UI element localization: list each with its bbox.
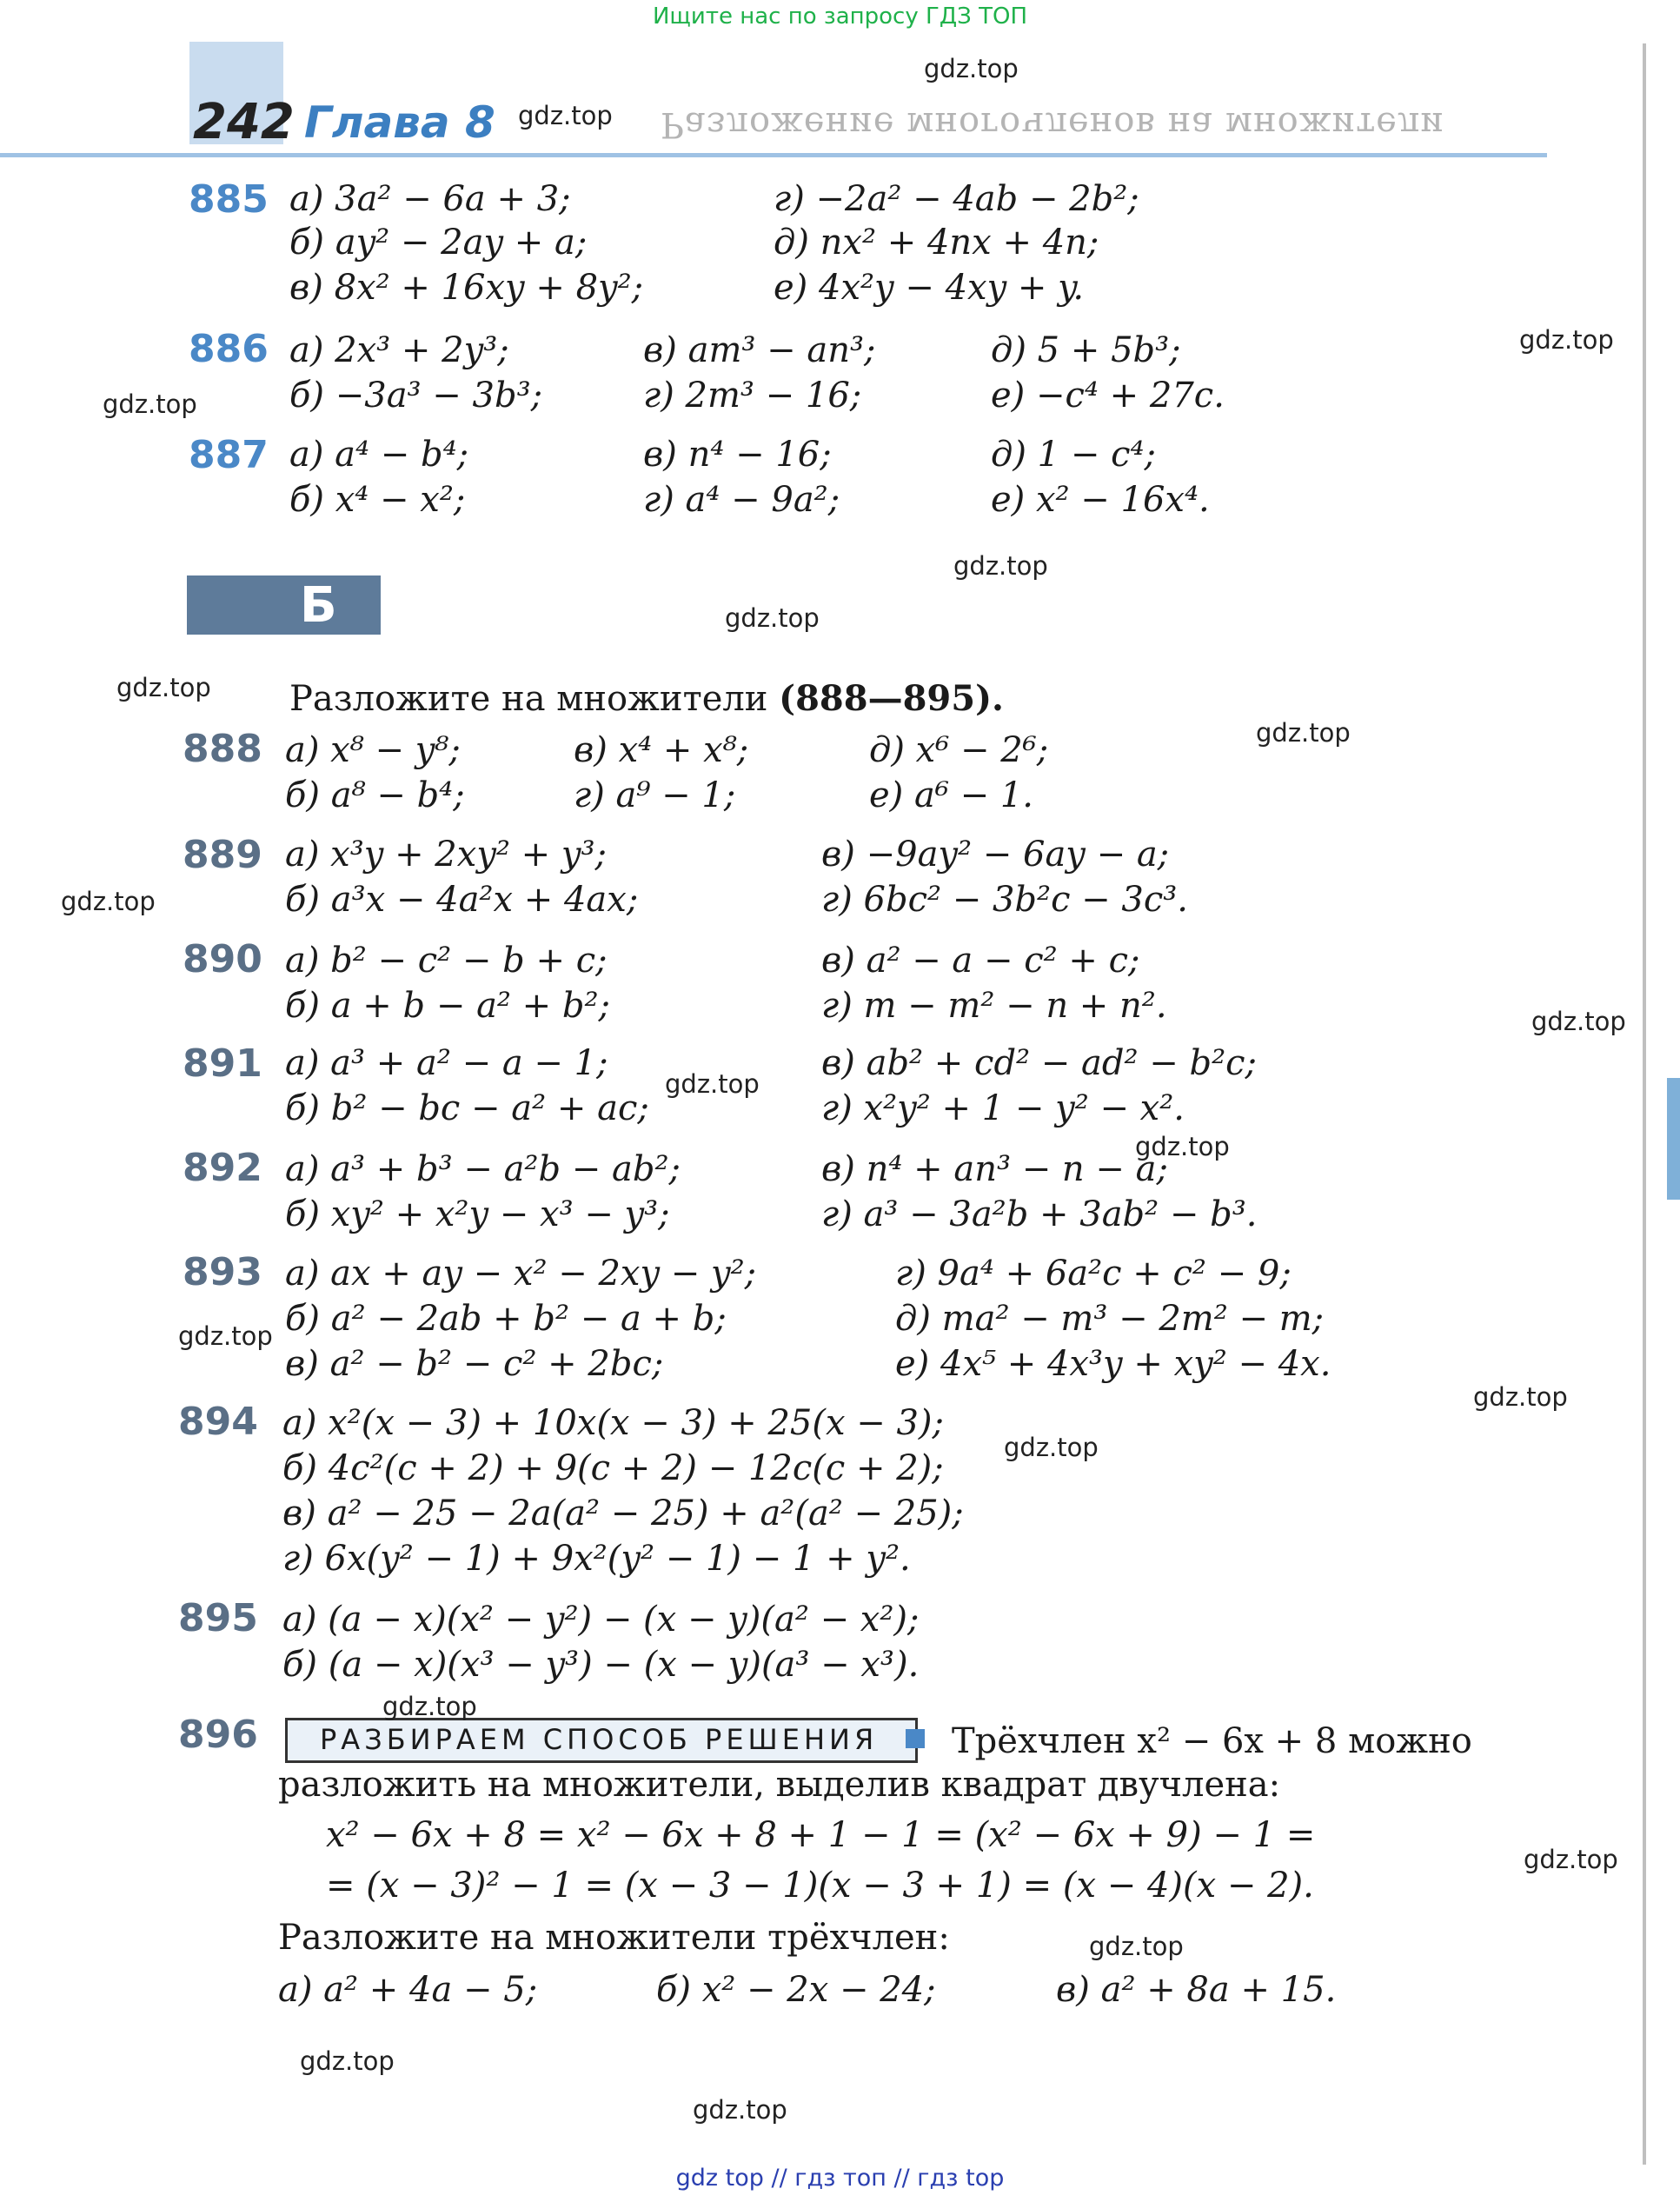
watermark: gdz.top xyxy=(518,101,613,130)
exercise-item: а) b² − c² − b + c; xyxy=(285,941,608,981)
exercise-item: б) xy² + x²y − x³ − y³; xyxy=(285,1194,670,1234)
watermark: gdz.top xyxy=(1004,1433,1099,1462)
exercise-item: г) 6bc² − 3b²c − 3c³. xyxy=(821,880,1189,920)
equation: = (x − 3)² − 1 = (x − 3 − 1)(x − 3 + 1) = (x − 4)(x − 2). xyxy=(326,1866,1314,1906)
exercise-number: 891 xyxy=(183,1041,262,1086)
method-box-title: РАЗБИРАЕМ СПОСОБ РЕШЕНИЯ xyxy=(320,1723,879,1756)
exercise-item: в) 8x² + 16xy + 8y²; xyxy=(289,268,644,308)
watermark: gdz.top xyxy=(178,1321,273,1351)
exercise-item: д) nx² + 4nx + 4n; xyxy=(774,223,1099,263)
equation: x² − 6x + 8 = x² − 6x + 8 + 1 − 1 = (x² − 6x + 9) − 1 = xyxy=(326,1815,1316,1855)
exercise-item: д) x⁶ − 2⁶; xyxy=(869,730,1049,770)
watermark: gdz.top xyxy=(300,2046,395,2076)
exercise-item: г) x²y² + 1 − y² − x². xyxy=(821,1088,1185,1128)
side-tab xyxy=(1667,1078,1680,1200)
chapter-title: Глава 8 xyxy=(304,97,495,148)
exercise-item: г) 2m³ − 16; xyxy=(643,376,862,416)
exercise-item: е) a⁶ − 1. xyxy=(869,775,1033,815)
watermark: gdz.top xyxy=(1089,1932,1184,1961)
top-banner[interactable]: Ищите нас по запросу ГДЗ ТОП xyxy=(652,3,1028,30)
exercise-item: в) x⁴ + x⁸; xyxy=(574,730,749,770)
watermark: gdz.top xyxy=(103,389,197,419)
exercise-item: в) n⁴ − 16; xyxy=(643,435,832,475)
watermark: gdz.top xyxy=(382,1692,477,1721)
exercise-item: а) x⁸ − y⁸; xyxy=(285,730,461,770)
exercise-item: в) ab² + cd² − ad² − b²c; xyxy=(821,1043,1257,1083)
watermark: gdz.top xyxy=(1473,1382,1568,1412)
page-edge xyxy=(1643,43,1646,2165)
exercise-item: б) a + b − a² + b²; xyxy=(285,986,611,1026)
task-item: в) a² + 8a + 15. xyxy=(1056,1970,1337,2010)
exercise-number: 894 xyxy=(178,1400,258,1444)
watermark: gdz.top xyxy=(116,673,211,702)
intro-text: разложить на множители, выделив квадрат двучлена: xyxy=(278,1765,1281,1805)
exercise-item: а) a⁴ − b⁴; xyxy=(289,435,469,475)
watermark: gdz.top xyxy=(1531,1007,1626,1036)
exercise-item: д) 1 − c⁴; xyxy=(991,435,1156,475)
exercise-item: б) a² − 2ab + b² − a + b; xyxy=(285,1299,727,1339)
section-letter: Б xyxy=(300,577,337,634)
footer-links[interactable]: gdz top // гдз топ // гдз top xyxy=(675,2165,1005,2192)
box-bullet xyxy=(906,1729,925,1748)
exercise-item: в) a² − a − c² + c; xyxy=(821,941,1140,981)
exercise-number: 889 xyxy=(183,833,262,877)
page-number: 242 xyxy=(193,94,295,150)
exercise-item: в) a² − 25 − 2a(a² − 25) + a²(a² − 25); xyxy=(282,1494,964,1533)
exercise-number: 885 xyxy=(189,177,269,222)
task-item: б) x² − 2x − 24; xyxy=(656,1970,936,2010)
watermark: gdz.top xyxy=(953,551,1048,581)
task-text: Разложите на множители трёхчлен: xyxy=(278,1918,950,1958)
watermark: gdz.top xyxy=(1256,718,1351,748)
exercise-item: д) 5 + 5b³; xyxy=(991,330,1181,370)
exercise-item: в) n⁴ + an³ − n − a; xyxy=(821,1149,1168,1189)
exercise-number: 892 xyxy=(183,1146,262,1190)
exercise-item: д) ma² − m³ − 2m² − m; xyxy=(895,1299,1325,1339)
watermark: gdz.top xyxy=(1135,1132,1230,1161)
exercise-number: 896 xyxy=(178,1713,258,1757)
exercise-item: б) ay² − 2ay + a; xyxy=(289,223,588,263)
exercise-number: 893 xyxy=(183,1250,262,1294)
exercise-item: е) x² − 16x⁴. xyxy=(991,480,1210,520)
exercise-item: г) m − m² − n + n². xyxy=(821,986,1167,1026)
exercise-item: а) a³ + b³ − a²b − ab²; xyxy=(285,1149,681,1189)
exercise-number: 890 xyxy=(183,937,262,981)
exercise-number: 887 xyxy=(189,433,269,477)
exercise-item: б) b² − bc − a² + ac; xyxy=(285,1088,649,1128)
watermark: gdz.top xyxy=(924,54,1019,83)
instruction-text: Разложите на множители xyxy=(289,679,768,719)
exercise-item: а) a³ + a² − a − 1; xyxy=(285,1043,608,1083)
section-marker xyxy=(187,575,381,635)
watermark: gdz.top xyxy=(1519,325,1614,355)
watermark: gdz.top xyxy=(61,887,156,916)
exercise-number: 895 xyxy=(178,1596,258,1640)
exercise-item: б) a³x − 4a²x + 4ax; xyxy=(285,880,639,920)
watermark: gdz.top xyxy=(665,1069,760,1099)
exercise-number: 886 xyxy=(189,327,269,371)
exercise-item: а) 2x³ + 2y³; xyxy=(289,330,509,370)
watermark: gdz.top xyxy=(1524,1845,1618,1874)
exercise-item: в) a² − b² − c² + 2bc; xyxy=(285,1344,664,1384)
exercise-item: б) x⁴ − x²; xyxy=(289,480,466,520)
exercise-item: г) a³ − 3a²b + 3ab² − b³. xyxy=(821,1194,1258,1234)
watermark: gdz.top xyxy=(725,603,820,633)
exercise-item: а) 3a² − 6a + 3; xyxy=(289,179,571,219)
exercise-item: г) −2a² − 4ab − 2b²; xyxy=(774,179,1139,219)
exercise-item: в) am³ − an³; xyxy=(643,330,876,370)
mirrored-header: Разложение многочленов на множители xyxy=(661,104,1445,144)
exercise-item: в) −9ay² − 6ay − a; xyxy=(821,835,1170,875)
exercise-item: г) a⁴ − 9a²; xyxy=(643,480,840,520)
exercise-item: б) a⁸ − b⁴; xyxy=(285,775,465,815)
exercise-item: б) −3a³ − 3b³; xyxy=(289,376,543,416)
exercise-item: е) −c⁴ + 27c. xyxy=(991,376,1225,416)
exercise-item: б) 4c²(c + 2) + 9(c + 2) − 12c(c + 2); xyxy=(282,1448,944,1488)
header-rule xyxy=(0,153,1547,157)
exercise-item: е) 4x⁵ + 4x³y + xy² − 4x. xyxy=(895,1344,1331,1384)
exercise-item: е) 4x²y − 4xy + y. xyxy=(774,268,1085,308)
exercise-item: а) (a − x)(x² − y²) − (x − y)(a² − x²); xyxy=(282,1600,920,1640)
instruction xyxy=(289,678,1004,719)
exercise-item: г) 9a⁴ + 6a²c + c² − 9; xyxy=(895,1254,1292,1294)
watermark: gdz.top xyxy=(693,2095,787,2125)
intro-text: Трёхчлен x² − 6x + 8 можно xyxy=(952,1721,1472,1761)
exercise-number: 888 xyxy=(183,727,262,771)
instruction-range: (888—895). xyxy=(779,678,1004,719)
exercise-item: б) (a − x)(x³ − y³) − (x − y)(a³ − x³). xyxy=(282,1645,920,1685)
exercise-item: а) x²(x − 3) + 10x(x − 3) + 25(x − 3); xyxy=(282,1403,944,1443)
task-item: а) a² + 4a − 5; xyxy=(278,1970,538,2010)
exercise-item: а) ax + ay − x² − 2xy − y²; xyxy=(285,1254,757,1294)
exercise-item: г) a⁹ − 1; xyxy=(574,775,736,815)
exercise-item: г) 6x(y² − 1) + 9x²(y² − 1) − 1 + y². xyxy=(282,1539,911,1579)
exercise-item: а) x³y + 2xy² + y³; xyxy=(285,835,607,875)
